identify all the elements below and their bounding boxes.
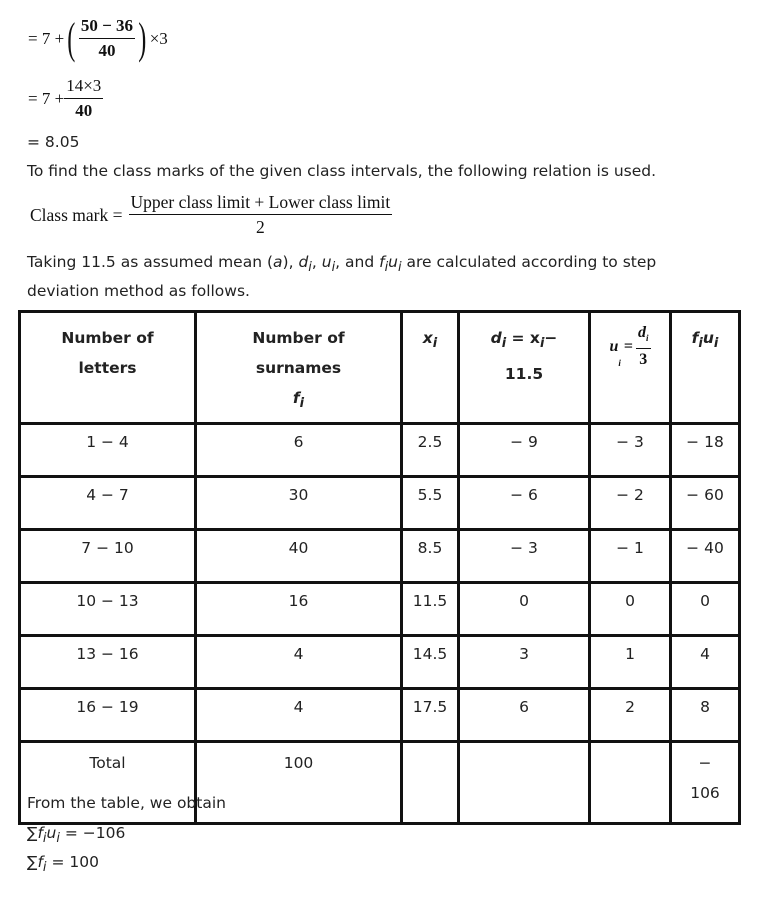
cell-surnames: 6 bbox=[196, 424, 402, 477]
sum-sub: i bbox=[42, 860, 47, 876]
frequency-table bbox=[18, 310, 741, 825]
header-text: Number of bbox=[252, 329, 345, 347]
para2-u: u bbox=[388, 253, 398, 271]
header-u-fraction bbox=[636, 325, 651, 368]
sum-fu bbox=[27, 824, 125, 846]
cell-u: − 2 bbox=[590, 477, 671, 530]
step2-numerator: 14×3 bbox=[64, 77, 103, 99]
conclusion-text: From the table, we obtain bbox=[27, 794, 226, 812]
cell-u: 1 bbox=[590, 636, 671, 689]
header-d bbox=[459, 312, 590, 424]
cell-u: 2 bbox=[590, 689, 671, 742]
cell-surnames: 4 bbox=[196, 636, 402, 689]
header-fu-f: f bbox=[691, 329, 699, 347]
cell-surnames: 30 bbox=[196, 477, 402, 530]
table-row bbox=[20, 477, 740, 530]
para2-sub: i bbox=[398, 260, 402, 276]
cell-x: 17.5 bbox=[402, 689, 459, 742]
cell-empty bbox=[402, 742, 459, 824]
step2-fraction bbox=[64, 77, 103, 120]
cell-d: − 3 bbox=[459, 530, 590, 583]
cell-surnames: 40 bbox=[196, 530, 402, 583]
class-mark-numerator: Upper class limit + Lower class limit bbox=[129, 193, 393, 215]
cell-fu: 8 bbox=[671, 689, 740, 742]
header-sub: i bbox=[698, 336, 703, 352]
total-fu-sign: − bbox=[698, 754, 712, 772]
header-fu-u: u bbox=[702, 329, 714, 347]
header-x bbox=[402, 312, 459, 424]
header-d-minus: − bbox=[544, 329, 558, 347]
class-mark-formula bbox=[30, 193, 392, 238]
cell-d: 0 bbox=[459, 583, 590, 636]
paragraph-step-deviation-line2: deviation method as follows. bbox=[27, 282, 250, 300]
cell-letters: 13 − 16 bbox=[20, 636, 196, 689]
cell-total-f: 100 bbox=[196, 742, 402, 824]
table-row bbox=[20, 424, 740, 477]
header-sub: i bbox=[618, 358, 621, 369]
cell-fu: − 60 bbox=[671, 477, 740, 530]
para2-text: , bbox=[311, 253, 322, 271]
step1-suffix: ×3 bbox=[149, 29, 168, 48]
para2-u: u bbox=[321, 253, 332, 271]
header-number-of-surnames bbox=[196, 312, 402, 424]
cell-fu: 4 bbox=[671, 636, 740, 689]
cell-d: 3 bbox=[459, 636, 590, 689]
header-u bbox=[590, 312, 671, 424]
step3-result: = 8.05 bbox=[27, 133, 80, 151]
header-u-var: u bbox=[609, 337, 619, 355]
sigma-symbol: ∑ bbox=[27, 853, 38, 871]
header-u-num: d bbox=[638, 324, 647, 341]
header-d-const: 11.5 bbox=[504, 365, 544, 384]
header-fu bbox=[671, 312, 740, 424]
para2-f: f bbox=[379, 253, 385, 271]
cell-x: 14.5 bbox=[402, 636, 459, 689]
step1-expression bbox=[28, 14, 168, 63]
class-mark-label: Class mark = bbox=[30, 204, 123, 225]
sum-u: u bbox=[46, 824, 57, 842]
sum-sub: i bbox=[42, 831, 47, 847]
cell-total-fu bbox=[671, 742, 740, 824]
header-f: f bbox=[292, 389, 300, 407]
cell-empty bbox=[590, 742, 671, 824]
header-d-var: d bbox=[490, 329, 502, 347]
cell-d: − 6 bbox=[459, 477, 590, 530]
sum-f-value: = 100 bbox=[46, 853, 99, 871]
table-row bbox=[20, 689, 740, 742]
header-sub: i bbox=[646, 333, 649, 344]
step2-denominator: 40 bbox=[75, 100, 93, 120]
header-sub: i bbox=[299, 396, 305, 412]
paragraph-class-marks: To find the class marks of the given class intervals, the following relation is used. bbox=[27, 162, 657, 180]
cell-x: 5.5 bbox=[402, 477, 459, 530]
class-mark-denominator: 2 bbox=[255, 217, 265, 238]
cell-u: − 1 bbox=[590, 530, 671, 583]
cell-letters: 7 − 10 bbox=[20, 530, 196, 583]
para2-text: , and bbox=[335, 253, 380, 271]
cell-u: 0 bbox=[590, 583, 671, 636]
para2-text: Taking 11.5 as assumed mean ( bbox=[27, 253, 274, 271]
total-fu-value: 106 bbox=[690, 784, 720, 802]
cell-letters: 16 − 19 bbox=[20, 689, 196, 742]
header-sub: i bbox=[501, 336, 507, 352]
paragraph-step-deviation bbox=[27, 253, 656, 275]
cell-d: − 9 bbox=[459, 424, 590, 477]
sum-sub: i bbox=[56, 831, 60, 847]
step2-expression bbox=[28, 77, 103, 120]
cell-empty bbox=[459, 742, 590, 824]
para2-d: d bbox=[298, 253, 309, 271]
cell-surnames: 16 bbox=[196, 583, 402, 636]
class-mark-fraction bbox=[129, 193, 393, 238]
step1-fraction bbox=[79, 17, 135, 60]
cell-fu: − 18 bbox=[671, 424, 740, 477]
close-paren: ) bbox=[138, 14, 147, 63]
cell-d: 6 bbox=[459, 689, 590, 742]
para2-a: a bbox=[273, 253, 283, 271]
step1-denominator: 40 bbox=[98, 41, 116, 60]
cell-u: − 3 bbox=[590, 424, 671, 477]
header-text: letters bbox=[78, 359, 137, 377]
header-sub: i bbox=[713, 336, 719, 352]
sum-f: f bbox=[37, 824, 43, 842]
cell-surnames: 4 bbox=[196, 689, 402, 742]
table-row bbox=[20, 583, 740, 636]
para2-sub: i bbox=[331, 260, 336, 276]
header-text: surnames bbox=[255, 359, 342, 377]
sum-f bbox=[27, 853, 99, 875]
open-paren: ( bbox=[67, 14, 76, 63]
cell-total-label: Total bbox=[20, 742, 196, 824]
cell-x: 2.5 bbox=[402, 424, 459, 477]
header-sub: i bbox=[539, 336, 545, 352]
table-row bbox=[20, 636, 740, 689]
sum-fu-value: = −106 bbox=[59, 824, 126, 842]
step1-prefix: = 7 + bbox=[28, 29, 65, 48]
cell-fu: − 40 bbox=[671, 530, 740, 583]
step2-prefix: = 7 + bbox=[28, 88, 65, 108]
header-number-of-letters bbox=[20, 312, 196, 424]
cell-letters: 4 − 7 bbox=[20, 477, 196, 530]
para2-text: ), bbox=[282, 253, 299, 271]
header-x-var: x bbox=[422, 329, 433, 347]
header-d-eq: = x bbox=[506, 329, 540, 347]
cell-letters: 1 − 4 bbox=[20, 424, 196, 477]
cell-letters: 10 − 13 bbox=[20, 583, 196, 636]
table-header-row bbox=[20, 312, 740, 424]
cell-x: 11.5 bbox=[402, 583, 459, 636]
sum-f: f bbox=[37, 853, 43, 871]
header-u-eq: = bbox=[623, 337, 634, 355]
table-row bbox=[20, 530, 740, 583]
sigma-symbol: ∑ bbox=[27, 824, 38, 842]
header-u-den: 3 bbox=[639, 351, 648, 369]
cell-x: 8.5 bbox=[402, 530, 459, 583]
step1-numerator: 50 − 36 bbox=[79, 17, 135, 39]
cell-fu: 0 bbox=[671, 583, 740, 636]
para2-sub: i bbox=[308, 260, 312, 276]
para2-sub: i bbox=[384, 260, 389, 276]
header-sub: i bbox=[432, 336, 438, 352]
para2-text: are calculated according to step bbox=[401, 253, 657, 271]
header-text: Number of bbox=[61, 329, 154, 347]
